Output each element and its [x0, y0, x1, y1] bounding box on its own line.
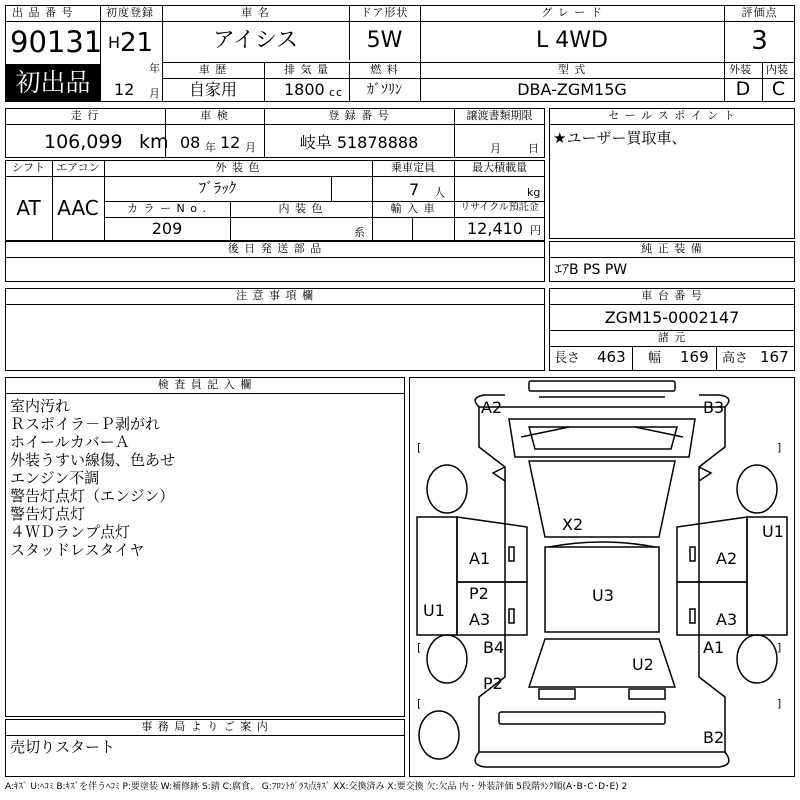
- damage-mark: A1: [703, 638, 725, 657]
- svg-text:[: [: [417, 641, 422, 654]
- displacement: 1800: [284, 80, 325, 99]
- damage-mark: A2: [481, 398, 503, 417]
- lot-number: 90131: [10, 25, 103, 59]
- first-reg-year: 21: [120, 28, 154, 58]
- mileage: 106,099: [44, 131, 123, 153]
- length: 463: [597, 348, 626, 366]
- score-label: 評価点: [741, 6, 778, 19]
- inspection-month-unit: 月: [245, 141, 257, 154]
- damage-mark: B2: [703, 728, 725, 747]
- spec-label: 諸 元: [657, 331, 687, 344]
- color-number-label: カ ラ ー N o .: [127, 202, 207, 215]
- max-load-unit: kg: [527, 186, 541, 199]
- door-type: 5W: [366, 28, 403, 53]
- registration-number: 岐阜 51878888: [299, 133, 419, 152]
- exterior-color: ﾌﾞﾗｯｸ: [198, 179, 237, 197]
- model-code: DBA-ZGM15G: [517, 80, 627, 99]
- mileage-unit: km: [139, 131, 169, 153]
- month-unit: 月: [149, 87, 161, 100]
- car-outline: [409, 377, 795, 777]
- interior-score: C: [771, 78, 786, 100]
- inspection-month: 12: [220, 133, 241, 152]
- recycle-unit: 円: [530, 224, 542, 237]
- history: 自家用: [188, 80, 237, 99]
- inspector-line: 外装うすい線傷、色あせ: [10, 451, 176, 469]
- later-parts-label: 後 日 発 送 部 品: [227, 242, 323, 255]
- svg-text:]: ]: [777, 697, 782, 710]
- svg-text:[: [: [417, 697, 422, 710]
- shift: AT: [16, 196, 41, 220]
- length-label: 長さ: [554, 351, 581, 366]
- fuel: ｶﾞｿﾘﾝ: [367, 82, 402, 98]
- first-reg-month: 12: [114, 80, 135, 99]
- era-mark: H: [108, 33, 121, 52]
- recycle-fee: 12,410: [467, 219, 523, 238]
- damage-mark: U1: [423, 601, 445, 620]
- inspector-line: スタッドレスタイヤ: [10, 541, 145, 559]
- sales-point-label: セ ー ル ス ポ イ ン ト: [608, 109, 736, 122]
- damage-mark: B4: [483, 638, 505, 657]
- score: 3: [751, 26, 768, 56]
- legend: A:ｷｽﾞ U:ﾍｺﾐ B:ｷｽﾞを伴うﾍｺﾐ P:要塗装 W:補修跡 S:錆 C:腐食、 G:ﾌﾛﾝﾄｶﾞﾗｽ点ｷｽﾞ XX:交換済み X:要交換 欠:欠品 内・外装評価 5段階ﾗﾝｸ順(A･B･C･D･E) 2: [5, 782, 628, 792]
- transfer-month-unit: 月: [490, 142, 502, 155]
- svg-text:]: ]: [777, 441, 782, 454]
- year-unit: 年: [149, 62, 161, 75]
- height-label: 高さ: [722, 351, 749, 366]
- width-label: 幅: [648, 351, 662, 366]
- car-name-label: 車 名: [241, 6, 270, 19]
- damage-mark: A3: [716, 610, 738, 629]
- sales-point-section: [549, 108, 795, 239]
- model-label: 型 式: [557, 63, 587, 76]
- inspector-line: 室内汚れ: [10, 397, 71, 415]
- interior-label: 内装: [766, 63, 788, 76]
- history-label: 車 歴: [198, 63, 228, 76]
- inspector-line: ホイールカバーＡ: [10, 433, 130, 451]
- fuel-label: 燃 料: [370, 63, 399, 76]
- interior-color-unit: 系: [354, 226, 366, 239]
- chassis-number: ZGM15-0002147: [604, 308, 740, 327]
- damage-mark: U1: [762, 522, 784, 541]
- grade: L 4WD: [536, 28, 608, 53]
- chassis-label: 車 台 番 号: [641, 289, 703, 302]
- displacement-label: 排 気 量: [284, 63, 329, 76]
- car-name: アイシス: [212, 28, 299, 53]
- svg-text:]: ]: [777, 641, 782, 654]
- damage-mark: A1: [469, 549, 491, 568]
- damage-mark: B3: [703, 398, 725, 417]
- transfer-deadline-label: 譲渡書類期限: [466, 109, 533, 122]
- recycle-label: リサイクル預託金: [460, 202, 539, 213]
- inspector-line: Ｒスポイラ－Ｐ剥がれ: [10, 415, 161, 433]
- exterior-color-label: 外 装 色: [215, 161, 261, 174]
- caution-label: 注 意 事 項 欄: [236, 289, 314, 302]
- first-registration-label: 初度登録: [106, 6, 154, 19]
- inspection-label: 車 検: [200, 109, 229, 122]
- registration-label: 登 録 番 号: [328, 109, 390, 122]
- inspector-line: エンジン不調: [10, 469, 100, 487]
- capacity: 7: [409, 180, 420, 199]
- shift-label: シフト: [12, 161, 45, 174]
- exterior-score: D: [735, 78, 751, 100]
- inspector-line: 警告灯点灯（エンジン）: [10, 487, 175, 505]
- office-label: 事 務 局 よ り ご 案 内: [141, 720, 269, 733]
- interior-color-label: 内 装 色: [278, 202, 324, 215]
- inspector-line: 警告灯点灯: [10, 505, 86, 523]
- damage-mark: U3: [592, 586, 614, 605]
- damage-mark: A2: [716, 549, 738, 568]
- sales-point: ★ユーザー買取車、: [553, 129, 687, 147]
- color-number: 209: [151, 219, 183, 238]
- inspection-year: 08: [180, 133, 201, 152]
- transfer-day-unit: 日: [528, 142, 540, 155]
- width: 169: [680, 348, 709, 366]
- air-conditioner: AAC: [57, 196, 99, 220]
- door-label: ドア形状: [360, 6, 409, 19]
- displacement-unit: cc: [329, 86, 344, 99]
- office-message: 売切りスタート: [10, 738, 116, 756]
- damage-mark: U2: [632, 655, 654, 674]
- inspection-year-unit: 年: [205, 141, 217, 154]
- capacity-label: 乗車定員: [391, 161, 435, 174]
- grade-label: グ レ ー ド: [541, 6, 603, 19]
- lot-number-label: 出 品 番 号: [12, 6, 74, 19]
- damage-mark: A3: [469, 610, 491, 629]
- height: 167: [760, 348, 789, 366]
- capacity-unit: 人: [434, 186, 446, 199]
- inspector-label: 検 査 員 記 入 欄: [157, 378, 253, 391]
- exterior-label: 外装: [729, 63, 751, 76]
- ac-label: エアコン: [56, 161, 100, 174]
- first-listing-badge: 初出品: [6, 65, 100, 101]
- damage-mark: X2: [562, 515, 584, 534]
- max-load-label: 最大積載量: [472, 161, 527, 174]
- import-label: 輸 入 車: [390, 202, 436, 215]
- genuine-equipment-label: 純 正 装 備: [641, 242, 703, 255]
- mileage-label: 走 行: [70, 109, 100, 122]
- damage-mark: P2: [469, 584, 489, 603]
- svg-text:[: [: [417, 441, 422, 454]
- genuine-equipment: ｴｱB PS PW: [555, 262, 628, 278]
- damage-mark: P2: [483, 674, 503, 693]
- inspector-line: ４ＷＤランプ点灯: [10, 523, 131, 541]
